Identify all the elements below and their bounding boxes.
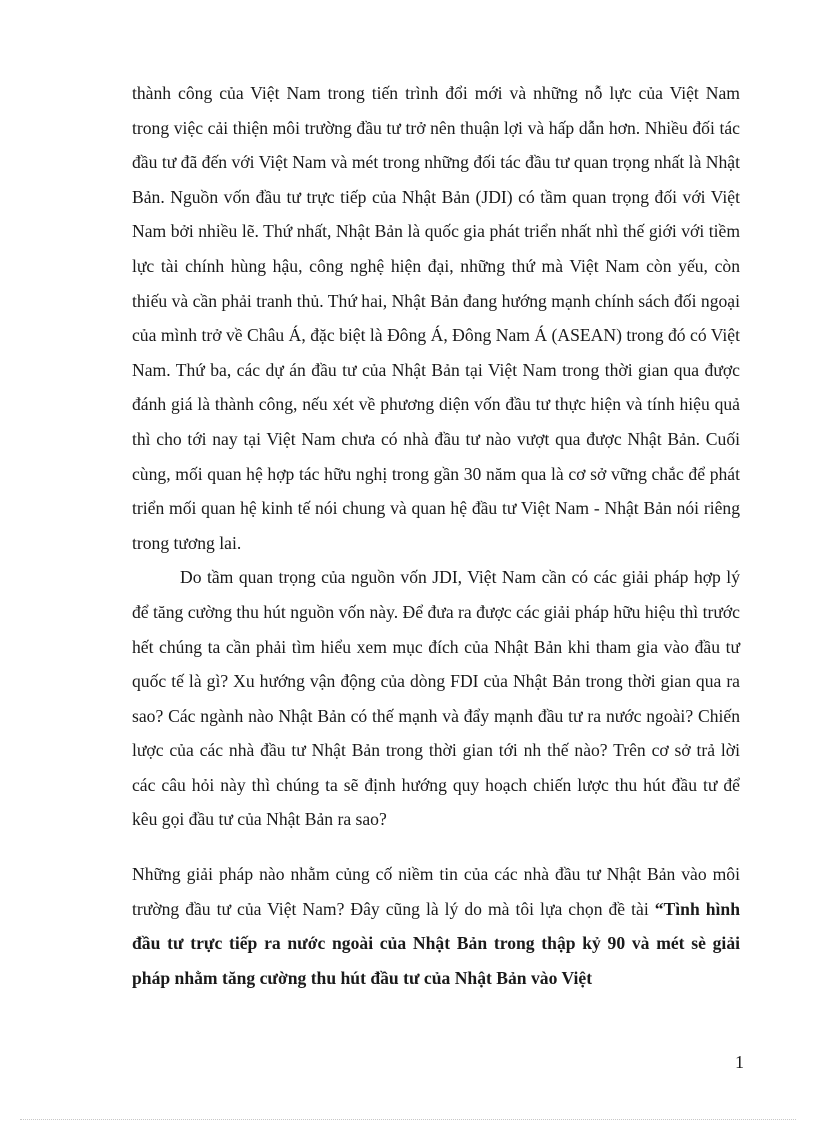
paragraph-2: Do tầm quan trọng của nguồn vốn JDI, Việt Nam cần có các giải pháp hợp lý để tăng cường thu hút nguồn vốn này. Để đưa ra được các giải pháp hữu hiệu thì trước hết chúng ta cần phải tìm hiểu xem mục đích của Nhật Bản khi tham gia vào đầu tư quốc tế là gì? Xu hướng vận động của dòng FDI của Nhật Bản trong thời gian qua ra sao? Các ngành nào Nhật Bản có thế mạnh và đẩy mạnh đầu tư ra nước ngoài? Chiến lược của các nhà đầu tư Nhật Bản trong thời gian tới nh thế nào? Trên cơ sở trả lời các câu hỏi này thì chúng ta sẽ định hướng quy hoạch chiến lược thu hút đầu tư để kêu gọi đầu tư của Nhật Bản ra sao? bbox=[132, 567, 740, 830]
paragraph-3-text: Những giải pháp nào nhằm củng cố niềm tin của các nhà đầu tư Nhật Bản vào môi trường đầu tư của Việt Nam? Đây cũng là lý do mà tôi lựa chọn đề tài bbox=[132, 864, 740, 919]
page-bottom-border bbox=[20, 1119, 796, 1120]
paragraph-3 bbox=[132, 857, 740, 995]
thesis-title-bold: “Tình hình đầu tư trực tiếp ra nước ngoài của Nhật Bản trong thập kỷ 90 và mét sè giải pháp nhằm tăng cường thu hút đầu tư của Nhật Bản vào Việt bbox=[132, 898, 740, 988]
page-number: 1 bbox=[735, 1052, 744, 1072]
paragraph-1: thành công của Việt Nam trong tiến trình đổi mới và những nỗ lực của Việt Nam trong việc cải thiện môi trường đầu tư trở nên thuận lợi và hấp dẫn hơn. Nhiều đối tác đầu tư đã đến với Việt Nam và mét trong những đối tác đầu tư quan trọng nhất là Nhật Bản. Nguồn vốn đầu tư trực tiếp của Nhật Bản (JDI) có tầm quan trọng đối với Việt Nam bởi nhiều lẽ. Thứ nhất, Nhật Bản là quốc gia phát triển nhất nhì thế giới với tiềm lực tài chính hùng hậu, công nghệ hiện đại, những thứ mà Việt Nam còn yếu, còn thiếu và cần phải tranh thủ. Thứ hai, Nhật Bản đang hướng mạnh chính sách đối ngoại của mình trở về Châu Á, đặc biệt là Đông Á, Đông Nam Á (ASEAN) trong đó có Việt Nam. Thứ ba, các dự án đầu tư của Nhật Bản tại Việt Nam trong thời gian qua được đánh giá là thành công, nếu xét về phương diện vốn đầu tư thực hiện và tính hiệu quả thì cho tới nay tại Việt Nam chưa có nhà đầu tư nào vượt qua được Nhật Bản. Cuối cùng, mối quan hệ hợp tác hữu nghị trong gần 30 năm qua là cơ sở vững chắc để phát triển mối quan hệ kinh tế nói chung và quan hệ đầu tư Việt Nam - Nhật Bản nói riêng trong tương lai. bbox=[132, 83, 740, 553]
document-body bbox=[132, 76, 740, 995]
